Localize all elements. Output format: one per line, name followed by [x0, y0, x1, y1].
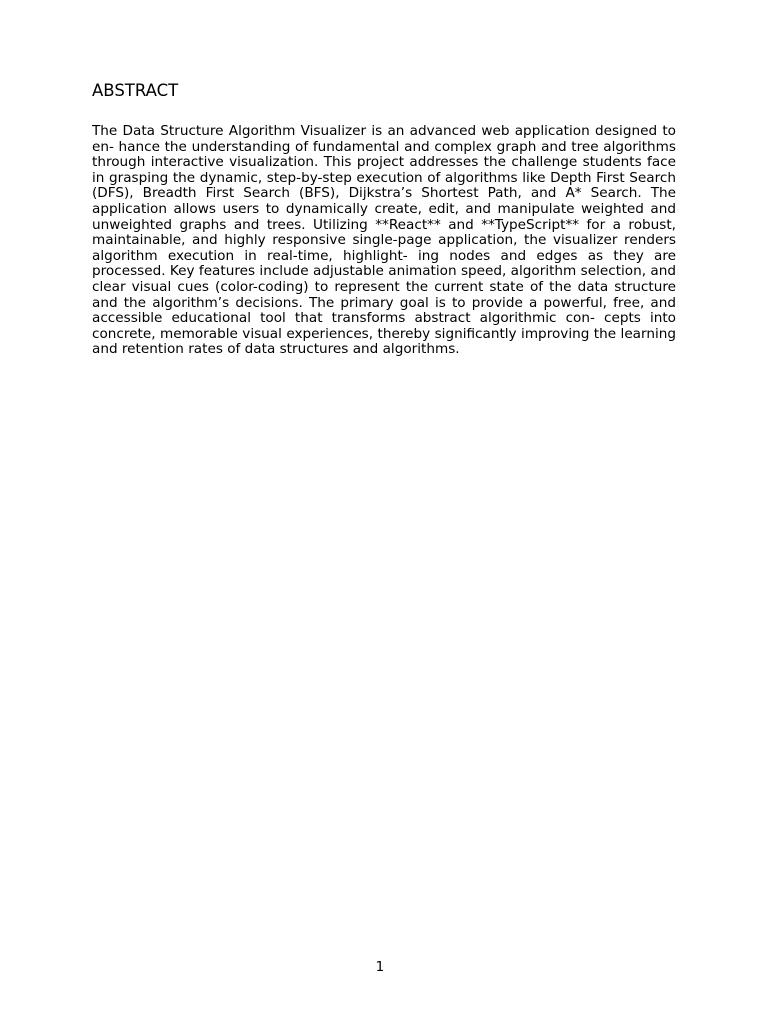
page-number: 1 [375, 959, 385, 975]
abstract-paragraph: The Data Structure Algorithm Visualizer is an advanced web application designed to en- hance the understanding of fundamental and complex graph and tree algorithms through interactive visualization. This project addresses the challenge students face in grasping the dynamic, step-by-step execution of algorithms like Depth First Search (DFS), Breadth First Search (BFS), Dijkstra’s Shortest Path, and A* Search. The application allows users to dynamically create, edit, and manipulate weighted and unweighted graphs and trees. Utilizing **React** and **TypeScript** for a robust, maintainable, and highly responsive single-page application, the visualizer renders algorithm execution in real-time, highlight- ing nodes and edges as they are processed. Key features include adjustable animation speed, algorithm selection, and clear visual cues (color-coding) to represent the current state of the data structure and the algorithm’s decisions. The primary goal is to provide a powerful, free, and accessible educational tool that transforms abstract algorithmic con- cepts into concrete, memorable visual experiences, thereby significantly improving the learning and retention rates of data structures and algorithms. [92, 123, 676, 358]
section-heading: ABSTRACT [92, 81, 179, 100]
